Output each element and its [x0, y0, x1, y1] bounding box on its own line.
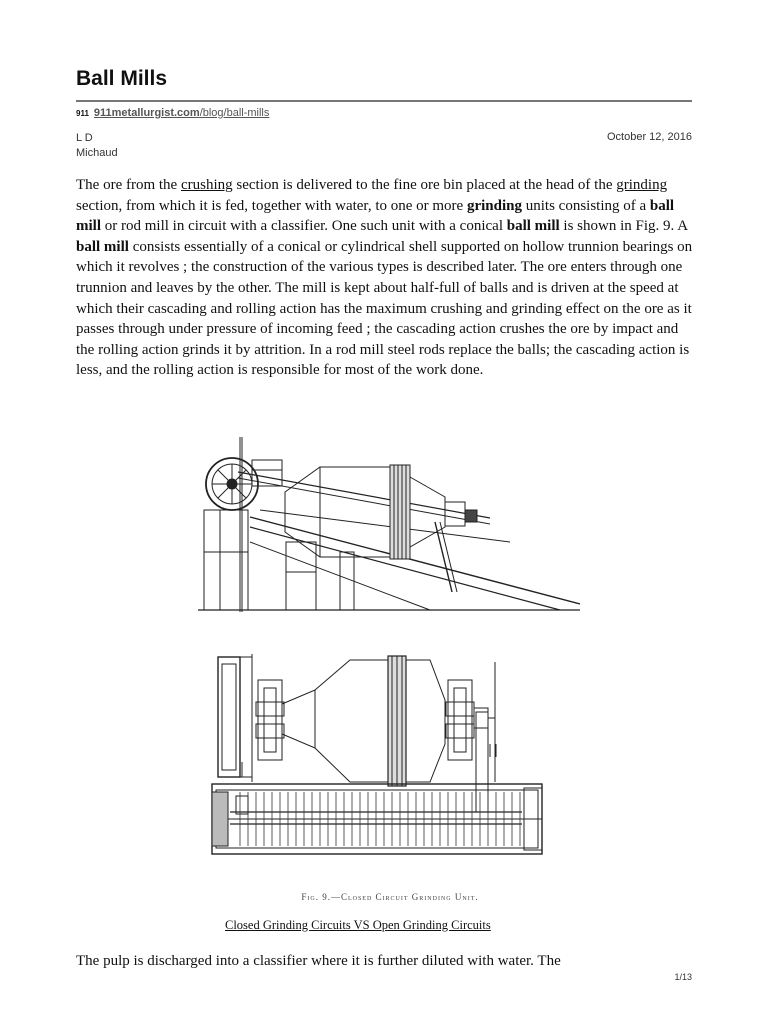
publish-date: October 12, 2016 — [606, 131, 692, 143]
page-title: Ball Mills — [76, 67, 168, 90]
elevation-view — [198, 437, 580, 612]
site-logo-icon: 911 — [76, 108, 89, 118]
bold-term: ball mill — [76, 197, 675, 235]
title-divider — [76, 100, 692, 102]
crushing-link[interactable]: crushing — [180, 177, 233, 193]
text-run: consists essentially of a conical or cylindrical shell supported on hollow trunnion bearings on which it revolves ; the construction of the various types is described later. The ore enters through one trunnion and leaves by the other. The mill is kept about half-full of balls and is driven at the speed at which their cascading and rolling action has the maximum crushing and grinding effect on the ore as it passes through under pressure of incoming feed ; the cascading action crushes the ore by impact and the rolling action grinds it by attrition. In a rod mill steel rods replace the balls; the cascading action is less, and the rolling action is responsible for most of the work done. — [76, 238, 693, 379]
page-number: 1/13 — [674, 972, 692, 982]
text-run: section is delivered to the fine ore bin placed at the head of the — [232, 177, 617, 193]
grinding-unit-figure — [190, 432, 580, 912]
source-path-link[interactable]: /blog/ball-mills — [199, 107, 270, 119]
source-line — [76, 107, 269, 119]
plan-view — [212, 654, 542, 854]
text-run: is shown in Fig. 9. A — [559, 218, 688, 235]
author — [76, 131, 118, 161]
author-line-1: L D — [76, 132, 93, 144]
text-run: section, from which it is fed, together with water, to one or more — [76, 197, 467, 214]
text-run: The ore from the — [76, 177, 181, 193]
paragraph-2: The pulp is discharged into a classifier where it is further diluted with water. The — [76, 953, 561, 969]
text-run: or rod mill in circuit with a classifier. One such unit with a conical — [101, 218, 507, 235]
source-domain-link[interactable]: 911metallurgist.com — [93, 107, 200, 119]
figure-caption: Fig. 9.—Closed Circuit Grinding Unit. — [301, 892, 479, 902]
paragraph-1 — [76, 175, 696, 381]
grinding-link[interactable]: grinding — [616, 177, 668, 193]
bold-term: grinding — [466, 197, 522, 214]
author-line-2: Michaud — [76, 147, 118, 159]
bold-term: ball mill — [76, 238, 129, 255]
text-run: units consisting of a — [522, 197, 650, 214]
bold-term: ball mill — [506, 218, 560, 235]
related-article-link[interactable]: Closed Grinding Circuits VS Open Grinding Circuits — [225, 918, 491, 932]
